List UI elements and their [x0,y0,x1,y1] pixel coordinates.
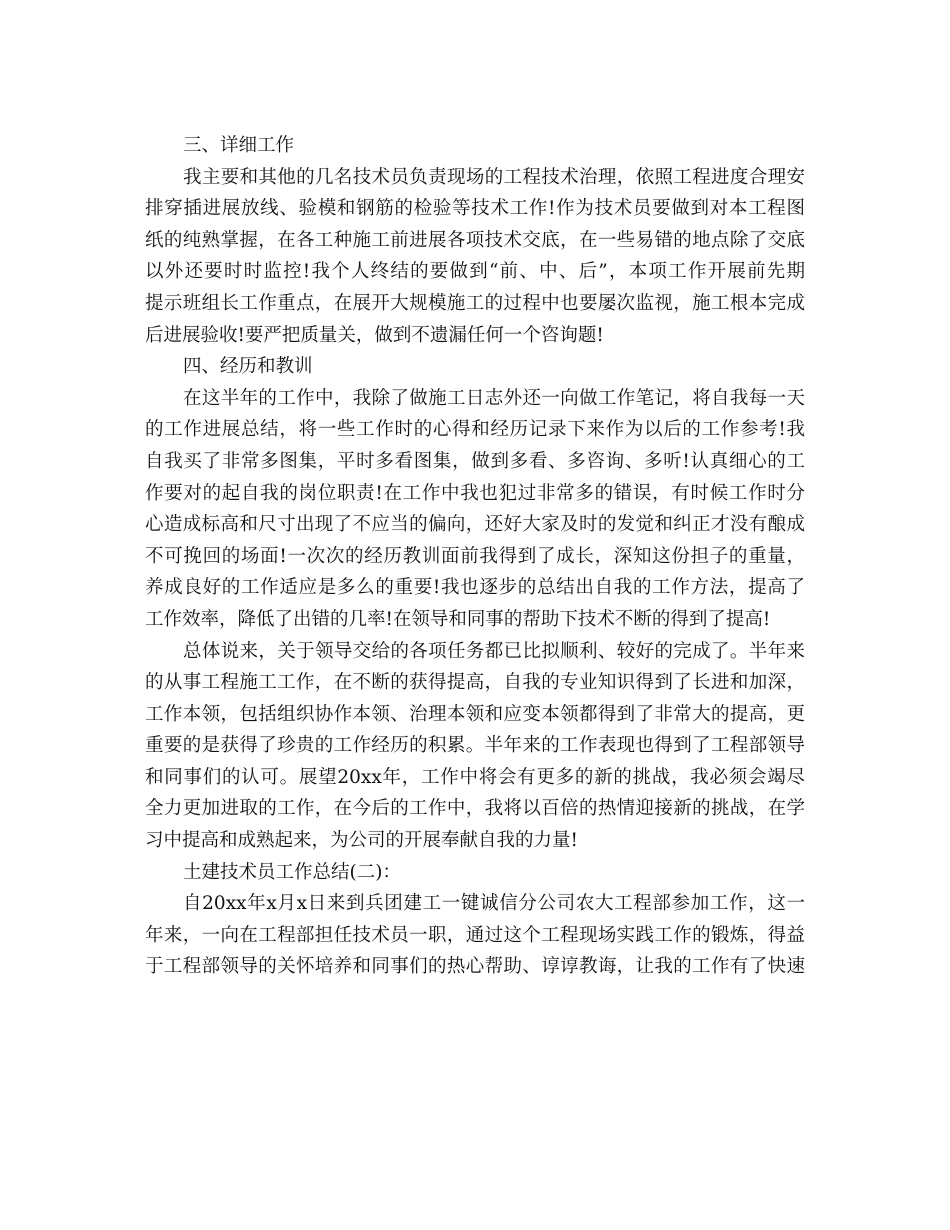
text-line: 土建技术员工作总结(二)： [183,861,401,883]
text-line: 自20xx年x月x日来到兵团建工一键诚信分公司农大工程部参加工作，这一 [183,893,805,915]
text-line: 全力更加进取的工作，在今后的工作中，我将以百倍的热情迎接新的挑战，在学 [145,798,805,820]
text-line: 工作效率，降低了出错的几率!在领导和同事的帮助下技术不断的得到了提高! [145,608,771,630]
text-line: 我主要和其他的几名技术员负责现场的工程技术治理，依照工程进度合理安 [183,166,805,188]
text-line: 作要对的起自我的岗位职责!在工作中我也犯过非常多的错误，有时候工作时分 [145,482,805,504]
text-line: 和同事们的认可。展望20xx年，工作中将会有更多的新的挑战，我必须会竭尽 [145,766,805,788]
text-line: 自我买了非常多图集，平时多看图集，做到多看、多咨询、多听!认真细心的工 [145,450,805,472]
text-line: 总体说来，关于领导交给的各项任务都已比拟顺利、较好的完成了。半年来 [183,640,805,662]
text-line: 四、经历和教训 [183,356,313,378]
text-line: 于工程部领导的关怀培养和同事们的热心帮助、谆谆教诲，让我的工作有了快速 [145,956,805,978]
text-line: 提示班组长工作重点，在展开大规模施工的过程中也要屡次监视，施工根本完成 [145,292,805,314]
text-line: 不可挽回的场面!一次次的经历教训面前我得到了成长，深知这份担子的重量， [145,545,805,567]
text-line: 养成良好的工作适应是多么的重要!我也逐步的总结出自我的工作方法，提高了 [145,577,805,599]
text-line: 习中提高和成熟起来，为公司的开展奉献自我的力量! [145,830,578,852]
text-line: 心造成标高和尺寸出现了不应当的偏向，还好大家及时的发觉和纠正才没有酿成 [145,514,805,536]
text-line: 工作本领，包括组织协作本领、治理本领和应变本领都得到了非常大的提高，更 [145,703,805,725]
text-line: 的从事工程施工工作，在不断的获得提高，自我的专业知识得到了长进和加深， [145,672,805,694]
text-line: 以外还要时时监控!我个人终结的要做到“前、中、后”，本项工作开展前先期 [145,261,805,283]
text-line: 后进展验收!要严把质量关，做到不遗漏任何一个咨询题! [145,324,604,346]
text-line: 年来，一向在工程部担任技术员一职，通过这个工程现场实践工作的锻炼，得益 [145,924,805,946]
text-line: 重要的是获得了珍贵的工作经历的积累。半年来的工作表现也得到了工程部领导 [145,735,805,757]
text-line: 三、详细工作 [183,135,295,156]
text-line: 排穿插进展放线、验模和钢筋的检验等技术工作!作为技术员要做到对本工程图 [145,198,805,220]
document-body [145,130,805,983]
text-line: 在这半年的工作中，我除了做施工日志外还一向做工作笔记，将自我每一天 [183,387,805,409]
text-line: 纸的纯熟掌握，在各工种施工前进展各项技术交底，在一些易错的地点除了交底 [145,229,805,251]
text-line: 的工作进展总结，将一些工作时的心得和经历记录下来作为以后的工作参考!我 [145,419,805,441]
